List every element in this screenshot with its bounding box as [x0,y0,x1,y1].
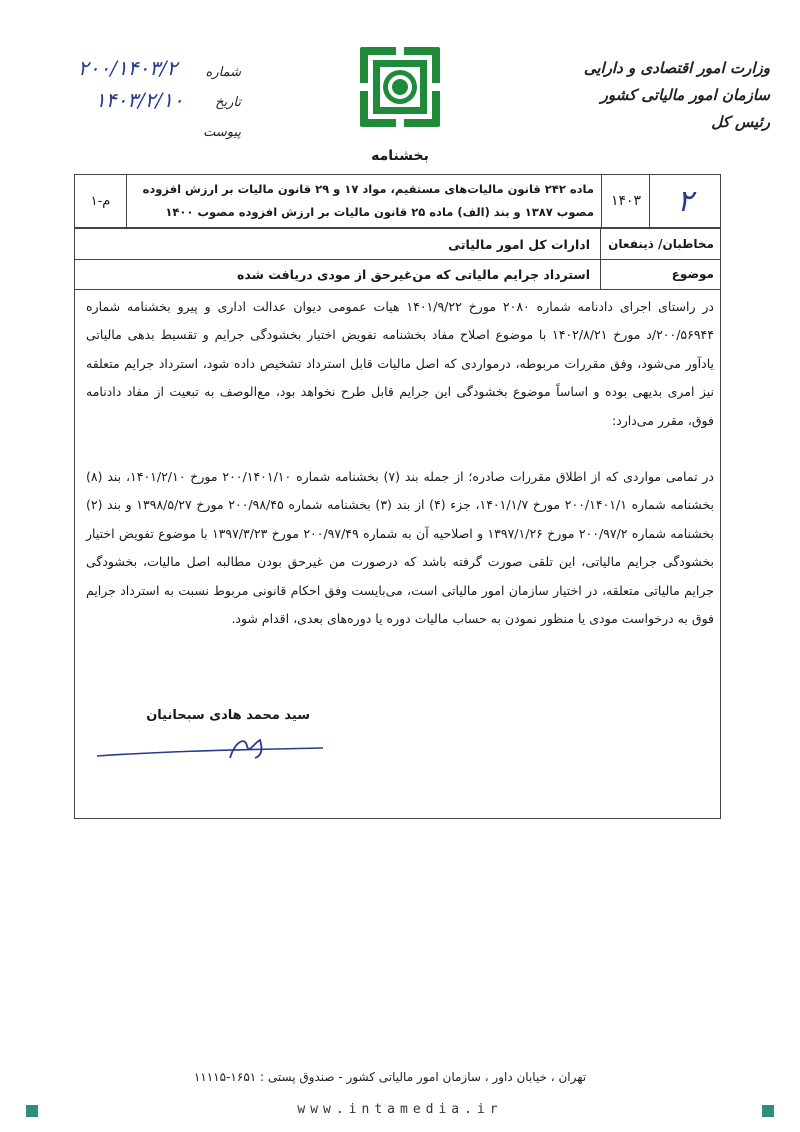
circular-year: ۱۴۰۳ [601,175,650,227]
corner-square-icon [762,1105,774,1117]
ministry-header [560,55,770,136]
tax-organization-emblem-icon [355,42,445,142]
date-label: تاریخ [215,95,241,110]
date-value: ۱۴۰۳/۲/۱۰ [95,88,184,112]
circular-code: م-۱ [90,193,111,209]
circular-meta-table [74,228,721,290]
document-type: بخشنامه [371,148,429,164]
subject-label: موضوع [600,259,720,289]
footer-address: تهران ، خیابان داور ، سازمان امور مالیاتی کشور - صندوق پستی : ۱۶۵۱-۱۱۱۱۵ [193,1070,587,1084]
reference-labels [196,58,241,148]
number-label: شماره [205,65,241,80]
audience-value: ادارات کل امور مالیاتی [448,236,590,252]
legal-basis-line: ماده ۲۴۲ قانون مالیات‌های مستقیم، مواد ۱۷ و ۲۹ قانون مالیات بر ارزش افزوده [142,182,594,196]
legal-basis-line: مصوب ۱۳۸۷ و بند (الف) ماده ۲۵ قانون مالیات بر ارزش افزوده مصوب ۱۴۰۰ [165,205,594,219]
body-paragraph-1: در راستای اجرای دادنامه شماره ۲۰۸۰ مورخ ۱۴۰۱/۹/۲۲ هیات عمومی دیوان عدالت اداری و پیرو بخشنامه شماره ۲۰۰/۵۶۹۴۴/د مورخ ۱۴۰۲/۸/۲۱ با موضوع اصلاح مفاد بخشنامه تفویض اختیار بخشودگی جرایم و تقسیط بدهی مالیاتی یادآور می‌شود، وفق مقررات مربوطه، درمواردی که اصل مالیات قابل استرداد تشخیص داده شود، استرداد جرایم متعلقه نیز امری بدیهی بوده و اساساً موضوع بخشودگی این جرایم قابل طرح نخواهد بود، مع‌الوصف به تبعیت از مفاد دادنامه فوق، مقرر می‌دارد: [86,299,714,428]
corner-square-icon [26,1105,38,1117]
website-url[interactable]: www.intamedia.ir [297,1102,503,1117]
circular-info-table [74,174,721,228]
audience-label: مخاطبان/ ذینفعان [600,229,720,259]
body-paragraph-2: در تمامی مواردی که از اطلاق مقررات صادره؛ از جمله بند (۷) بخشنامه شماره ۲۰۰/۱۴۰۱/۱۰ مورخ ۱۴۰۱/۲/۱۰، بند (۸) بخشنامه شماره ۲۰۰/۱۴۰۱/۱ مورخ ۱۴۰۱/۱/۷، جزء (۴) از بند (۳) بخشنامه شماره ۲۰۰/۹۸/۴۵ مورخ ۱۳۹۸/۵/۲۷ و بند (۲) بخشنامه شماره ۲۰۰/۹۷/۲ مورخ ۱۳۹۷/۱/۲۶ و اصلاحیه آن به شماره ۲۰۰/۹۷/۴۹ مورخ ۱۳۹۷/۳/۲۳ با موضوع تفویض اختیار بخشودگی جرایم مالیاتی، این تلقی صورت گرفته باشد که درصورت من غیرحق بودن مطالبه اصل مالیات، بخشودگی جرایم مالیاتی متعلقه، در اختیار سازمان امور مالیاتی است، می‌بایست وفق احکام قانونی مربوط نسبت به استرداد جرایم فوق به درخواست مودی یا منظور نمودن به حساب مالیات دوره یا دوره‌های بعدی، اقدام شود. [86,469,714,627]
handwritten-signature-icon [95,728,325,768]
head-title-line: رئیس کل [711,113,770,131]
circular-number: ۲ [649,175,720,227]
ministry-line: وزارت امور اقتصادی و دارایی [583,59,770,77]
circular-legal-basis [126,175,602,227]
organization-line: سازمان امور مالیاتی کشور [600,86,770,104]
subject-value: استرداد جرایم مالیاتی که من‌غیرحق از مودی دریافت شده [237,266,590,282]
signer-name: سید محمد هادی سبحانیان [146,708,310,723]
attachment-label: پیوست [203,125,241,140]
number-value: ۲۰۰/۱۴۰۳/۲ [78,56,178,80]
audience-row [75,229,720,260]
subject-row [75,259,720,289]
